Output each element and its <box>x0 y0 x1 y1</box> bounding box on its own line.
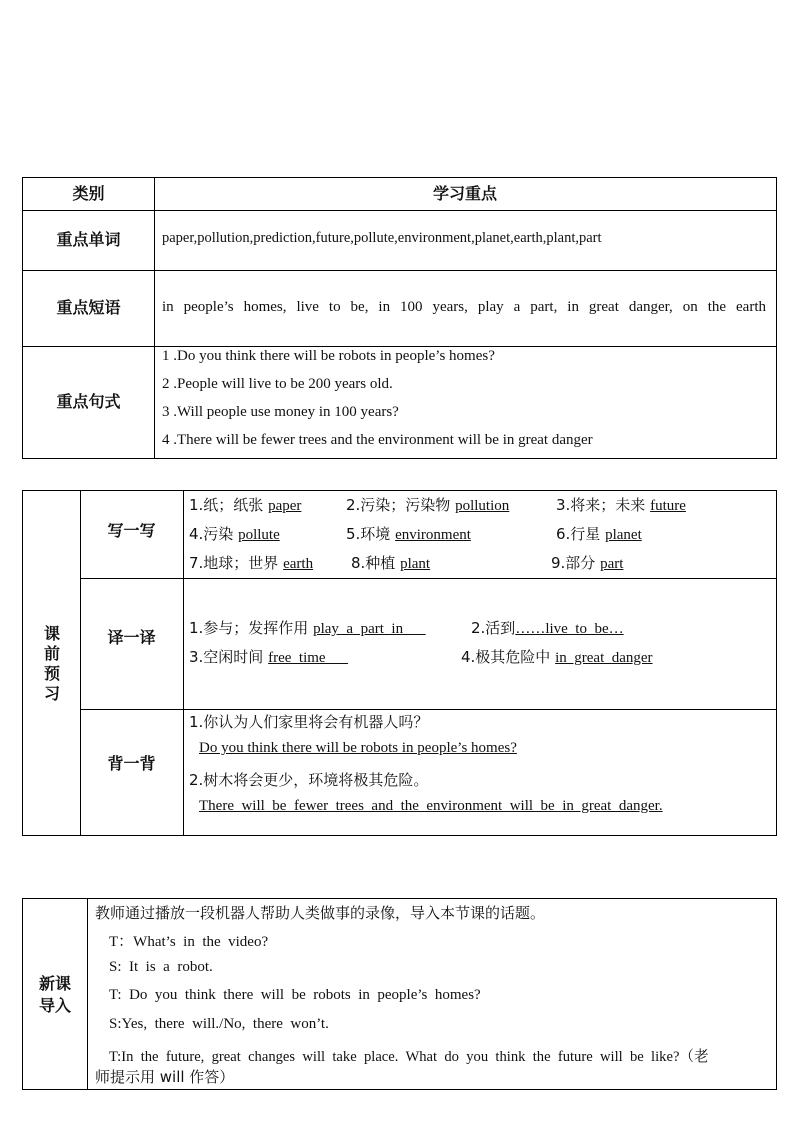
recite-exercise <box>189 709 776 837</box>
lead-in-table <box>22 898 777 1090</box>
header-category: 类别 <box>72 184 105 203</box>
sentence-item: 4 .There will be fewer trees and the environment will be in great danger <box>162 432 593 448</box>
translate-item: 2.活到……live to be… <box>471 619 624 637</box>
column-divider <box>87 899 88 1089</box>
translate-exercise <box>189 578 776 709</box>
write-exercise <box>189 491 776 578</box>
row-label-sentences: 重点句式 <box>56 392 121 411</box>
write-item: 6.行星 planet <box>556 525 642 543</box>
dialogue-line: T：What’s in the video? <box>109 934 269 950</box>
lead-in-intro: 教师通过播放一段机器人帮助人类做事的录像，导入本节课的话题。 <box>95 904 546 922</box>
write-item: 5.环境 environment <box>346 525 471 543</box>
dialogue-line: T:In the future, great changes will take place. What do you think the future will be like?（老 <box>109 1049 709 1065</box>
column-divider <box>154 178 155 458</box>
translate-label: 译一译 <box>107 628 156 647</box>
write-item: 3.将来；未来 future <box>556 496 686 514</box>
translate-item: 4.极其危险中 in great danger <box>461 648 653 666</box>
translate-item: 3.空闲时间 free time <box>189 648 349 666</box>
sentence-item: 2 .People will live to be 200 years old. <box>162 376 393 392</box>
recite-answer: Do you think there will be robots in people’s homes? <box>199 740 517 756</box>
lead-in-content <box>95 899 776 1091</box>
write-label: 写一写 <box>107 521 156 540</box>
recite-answer: There will be fewer trees and the environment will be in great danger. <box>199 798 663 814</box>
recite-label: 背一背 <box>107 754 156 773</box>
recite-question: 1.你认为人们家里将会有机器人吗？ <box>189 713 429 731</box>
dialogue-line: S:Yes, there will./No, there won’t. <box>109 1016 329 1032</box>
key-words-content: paper,pollution,prediction,future,pollute,environment,planet,earth,plant,part <box>162 230 602 246</box>
sentence-item: 1 .Do you think there will be robots in people’s homes? <box>162 348 495 364</box>
write-item: 1.纸；纸张 paper <box>189 496 302 514</box>
recite-question: 2.树木将会更少，环境将极其危险。 <box>189 771 429 789</box>
dialogue-line-continued: 师提示用 will 作答） <box>95 1068 235 1086</box>
write-item: 2.污染；污染物 pollution <box>346 496 510 514</box>
row-label-words: 重点单词 <box>56 230 121 249</box>
translate-item: 1.参与；发挥作用 play a part in <box>189 619 426 637</box>
section-label-preview: 课前预习 <box>44 624 61 703</box>
write-item: 8.种植 plant <box>351 554 431 572</box>
key-sentences-list <box>162 346 776 458</box>
row-label-phrases: 重点短语 <box>56 298 121 317</box>
key-phrases-content: in people’s homes, live to be, in 100 years, play a part, in great danger, on the earth <box>162 299 766 315</box>
write-item: 9.部分 part <box>551 554 624 572</box>
write-item: 7.地球；世界 earth <box>189 554 314 572</box>
preview-table <box>22 490 777 836</box>
dialogue-line: T: Do you think there will be robots in people’s homes? <box>109 987 481 1003</box>
sentence-item: 3 .Will people use money in 100 years? <box>162 404 399 420</box>
dialogue-line: S: It is a robot. <box>109 959 213 975</box>
lead-in-label: 新课导入 <box>38 974 71 1015</box>
write-item: 4.污染 pollute <box>189 525 280 543</box>
header-focus: 学习重点 <box>432 184 497 203</box>
column-divider <box>183 491 184 835</box>
key-points-table <box>22 177 777 459</box>
